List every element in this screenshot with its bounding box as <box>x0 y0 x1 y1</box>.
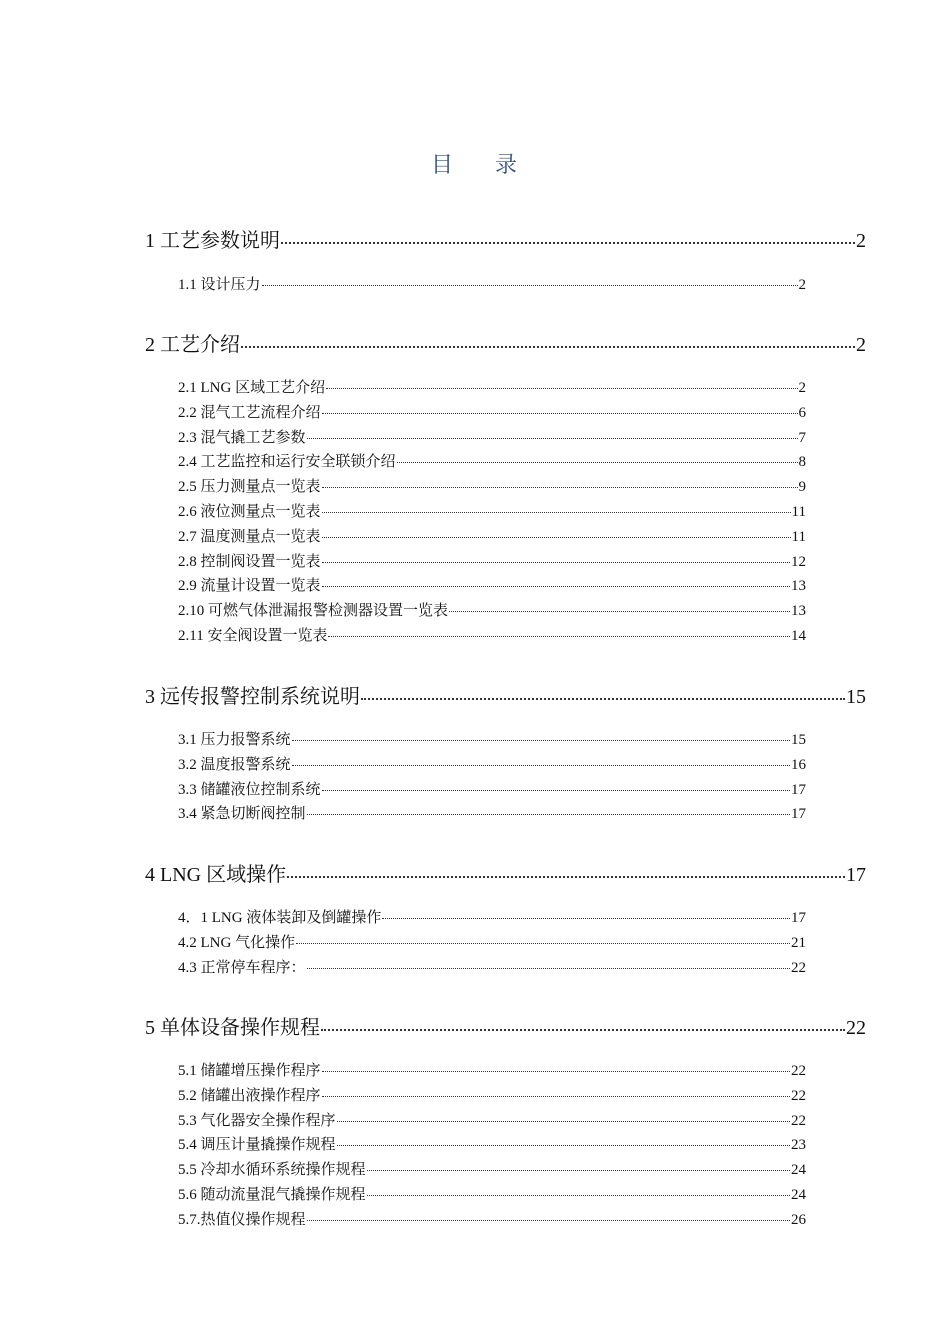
toc-entry-page-number: 17 <box>791 910 806 926</box>
toc-subsection-entry[interactable] <box>178 1084 806 1105</box>
toc-section-entry[interactable] <box>145 224 866 253</box>
toc-entry-page-number: 9 <box>798 479 806 496</box>
toc-subsection-entry[interactable] <box>178 426 806 447</box>
toc-entry-page-number: 16 <box>791 756 806 773</box>
toc-section-entry[interactable] <box>145 858 866 887</box>
toc-entry-page-number: 6 <box>798 404 806 421</box>
toc-entry-label: 5.2 储罐出液操作程序 <box>178 1087 321 1104</box>
toc-subsection-entry[interactable] <box>178 931 806 952</box>
toc-entry-page-number: 26 <box>791 1211 806 1228</box>
toc-entry-page-number: 21 <box>791 934 806 951</box>
toc-section-entry[interactable] <box>145 328 866 357</box>
toc-entry-page-number: 22 <box>791 1112 806 1129</box>
dot-leader <box>449 611 790 612</box>
toc-entry-label: 5 单体设备操作规程 <box>145 1017 320 1039</box>
dot-leader <box>307 968 790 969</box>
dot-leader <box>322 413 798 414</box>
toc-entry-label: 3.3 储罐液位控制系统 <box>178 781 321 798</box>
dot-leader <box>322 790 790 791</box>
toc-entry-label: 3.1 压力报警系统 <box>178 732 291 748</box>
toc-subsection-entry[interactable] <box>178 778 806 799</box>
toc-entry-label: 5.1 储罐增压操作程序 <box>178 1063 321 1079</box>
dot-leader <box>307 1220 790 1221</box>
toc-subsection-entry[interactable] <box>178 728 806 749</box>
toc-subsection-entry[interactable] <box>178 1158 806 1179</box>
toc-entry-label: 2.10 可燃气体泄漏报警检测器设置一览表 <box>178 603 449 620</box>
dot-leader <box>296 943 790 944</box>
dot-leader <box>322 1071 790 1072</box>
toc-section-entry[interactable] <box>145 1011 866 1040</box>
toc-entry-label: 2.7 温度测量点一览表 <box>178 528 321 545</box>
dot-leader <box>307 438 798 439</box>
toc-entry-page-number: 14 <box>791 628 806 644</box>
toc-subsection-entry[interactable] <box>178 273 806 294</box>
dot-leader <box>241 346 855 348</box>
toc-subsection-entry[interactable] <box>178 802 806 823</box>
dot-leader <box>322 1096 790 1097</box>
toc-subsection-entry[interactable] <box>178 525 806 546</box>
toc-entry-label: 5.6 随动流量混气撬操作规程 <box>178 1187 366 1203</box>
toc-subsection-entry[interactable] <box>178 500 806 521</box>
toc-entry-page-number: 13 <box>791 603 806 620</box>
toc-entry-page-number: 23 <box>791 1137 806 1154</box>
toc-entry-label: 4.3 正常停车程序： <box>178 959 306 976</box>
toc-entry-label: 5.3 气化器安全操作程序 <box>178 1112 336 1129</box>
toc-entry-label: 2.4 工艺监控和运行安全联锁介绍 <box>178 454 396 471</box>
toc-subsection-entry[interactable] <box>178 574 806 595</box>
toc-section-entry[interactable] <box>145 680 866 709</box>
dot-leader <box>337 1121 790 1122</box>
toc-subsection-entry[interactable] <box>178 906 806 927</box>
dot-leader <box>292 740 790 741</box>
dot-leader <box>337 1145 790 1146</box>
toc-entry-page-number: 11 <box>791 528 806 545</box>
dot-leader <box>292 765 790 766</box>
dot-leader <box>322 537 791 538</box>
toc-entry-label: 2.11 安全阀设置一览表 <box>178 628 328 644</box>
toc-entry-label: 1 工艺参数说明 <box>145 230 280 252</box>
toc-entry-label: 2.3 混气撬工艺参数 <box>178 429 306 446</box>
dot-leader <box>287 876 845 878</box>
toc-subsection-entry[interactable] <box>178 1109 806 1130</box>
dot-leader <box>361 698 845 700</box>
toc-entry-label: 4 LNG 区域操作 <box>145 864 287 886</box>
toc-subsection-entry[interactable] <box>178 376 806 397</box>
dot-leader <box>322 487 798 488</box>
toc-entry-label: 3.2 温度报警系统 <box>178 756 291 773</box>
dot-leader <box>397 462 798 463</box>
toc-entry-page-number: 22 <box>791 1063 806 1079</box>
toc-entry-page-number: 17 <box>791 806 806 823</box>
toc-entry-label: 3.4 紧急切断阀控制 <box>178 806 306 823</box>
toc-entry-label: 2.5 压力测量点一览表 <box>178 479 321 496</box>
toc-subsection-entry[interactable] <box>178 401 806 422</box>
toc-subsection-entry[interactable] <box>178 1059 806 1080</box>
toc-entry-label: 4.2 LNG 气化操作 <box>178 934 296 951</box>
toc-entry-page-number: 2 <box>856 230 866 252</box>
toc-entry-page-number: 12 <box>791 553 806 570</box>
toc-entry-page-number: 17 <box>791 781 806 798</box>
toc-entry-label: 5.5 冷却水循环系统操作规程 <box>178 1162 366 1179</box>
dot-leader <box>367 1195 790 1196</box>
toc-subsection-entry[interactable] <box>178 1183 806 1204</box>
toc-entry-page-number: 8 <box>798 454 806 471</box>
toc-entry-label: 2.2 混气工艺流程介绍 <box>178 404 321 421</box>
dot-leader <box>322 512 791 513</box>
toc-entry-page-number: 22 <box>846 1017 866 1039</box>
toc-entry-page-number: 15 <box>791 732 806 748</box>
toc-entry-page-number: 24 <box>791 1162 806 1179</box>
toc-entry-label: 2.6 液位测量点一览表 <box>178 504 321 520</box>
toc-entry-page-number: 24 <box>791 1187 806 1203</box>
toc-subsection-entry[interactable] <box>178 1208 806 1229</box>
toc-subsection-entry[interactable] <box>178 550 806 571</box>
toc-entry-label: 2.8 控制阀设置一览表 <box>178 553 321 570</box>
dot-leader <box>281 242 855 244</box>
toc-subsection-entry[interactable] <box>178 1133 806 1154</box>
toc-entry-label: 5.7.热值仪操作规程 <box>178 1211 306 1228</box>
dot-leader <box>328 636 790 637</box>
toc-entry-page-number: 22 <box>791 959 806 976</box>
toc-entry-label: 2.9 流量计设置一览表 <box>178 578 321 595</box>
toc-subsection-entry[interactable] <box>178 624 806 645</box>
toc-subsection-entry[interactable] <box>178 475 806 496</box>
toc-entry-label: 1.1 设计压力 <box>178 277 261 293</box>
toc-entry-page-number: 11 <box>791 504 806 520</box>
dot-leader <box>307 814 790 815</box>
toc-entry-page-number: 7 <box>798 429 806 446</box>
toc-entry-page-number: 2 <box>798 380 806 396</box>
dot-leader <box>326 388 797 389</box>
toc-subsection-entry[interactable] <box>178 450 806 471</box>
dot-leader <box>322 562 790 563</box>
toc-subsection-entry[interactable] <box>178 753 806 774</box>
toc-entry-page-number: 2 <box>798 277 806 293</box>
toc-subsection-entry[interactable] <box>178 956 806 977</box>
toc-entry-label: 4．1 LNG 液体装卸及倒罐操作 <box>178 910 382 926</box>
toc-title-part1: 目 <box>430 152 455 177</box>
toc-entry-page-number: 13 <box>791 578 806 595</box>
dot-leader <box>382 918 790 919</box>
toc-title-part2: 录 <box>495 152 520 177</box>
toc-entry-page-number: 17 <box>846 864 866 886</box>
dot-leader <box>262 285 798 286</box>
toc-subsection-entry[interactable] <box>178 599 806 620</box>
toc-entry-page-number: 2 <box>856 334 866 356</box>
toc-entry-label: 3 远传报警控制系统说明 <box>145 686 360 708</box>
toc-entry-label: 2 工艺介绍 <box>145 334 240 356</box>
toc-title <box>0 148 950 179</box>
toc-entry-label: 2.1 LNG 区域工艺介绍 <box>178 380 326 396</box>
dot-leader <box>322 586 790 587</box>
toc-entry-page-number: 15 <box>846 686 866 708</box>
toc-entry-label: 5.4 调压计量撬操作规程 <box>178 1137 336 1154</box>
toc-entry-page-number: 22 <box>791 1087 806 1104</box>
dot-leader <box>321 1029 845 1031</box>
dot-leader <box>367 1170 790 1171</box>
